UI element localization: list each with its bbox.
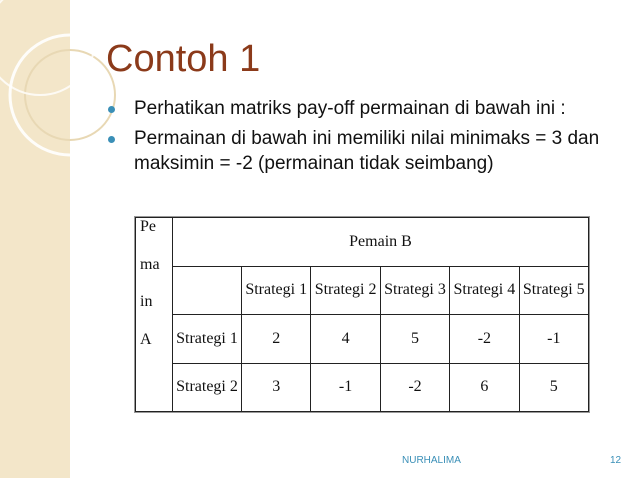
table-cell: 2: [242, 315, 311, 364]
table-cell: 5: [380, 315, 449, 364]
payoff-matrix: [134, 216, 590, 413]
player-a-label-part: A: [140, 330, 152, 348]
row-header: Strategi 2: [173, 363, 242, 412]
column-header: Strategi 4: [450, 266, 519, 315]
bullet-list: [108, 96, 628, 181]
bullet-text: Perhatikan matriks pay-off permainan di bawah ini :: [134, 98, 566, 119]
table-cell: 3: [242, 363, 311, 412]
row-header: Strategi 1: [173, 315, 242, 364]
footer-author: NURHALIMA: [402, 455, 461, 466]
table-row: [136, 266, 589, 315]
player-a-label-part: Pe: [140, 218, 156, 235]
bullet-item: [108, 126, 628, 176]
column-header: Strategi 3: [380, 266, 449, 315]
player-b-header: Pemain B: [173, 218, 589, 267]
bullet-dot-icon: [108, 106, 115, 113]
table-cell: -2: [450, 315, 519, 364]
table-cell: 6: [450, 363, 519, 412]
table-row: [136, 315, 589, 364]
slide-number: 12: [610, 455, 622, 466]
table-row: [136, 363, 589, 412]
table-cell: 4: [311, 315, 380, 364]
player-a-label-part: ma: [140, 255, 160, 273]
column-header: Strategi 5: [519, 266, 588, 315]
bullet-text: Permainan di bawah ini memiliki nilai minimaks = 3 dan maksimin = -2 (permainan tidak seimbang): [134, 128, 600, 174]
player-a-label-part: in: [140, 293, 153, 311]
slide-title: Contoh 1: [106, 38, 261, 80]
table-cell: 5: [519, 363, 588, 412]
player-a-label: [136, 218, 173, 412]
table-cell: -1: [311, 363, 380, 412]
bullet-dot-icon: [108, 136, 115, 143]
bullet-item: [108, 96, 628, 121]
empty-cell: [173, 266, 242, 315]
table-cell: -1: [519, 315, 588, 364]
column-header: Strategi 2: [311, 266, 380, 315]
payoff-table: [135, 217, 589, 412]
column-header: Strategi 1: [242, 266, 311, 315]
table-cell: -2: [380, 363, 449, 412]
table-row: [136, 218, 589, 267]
